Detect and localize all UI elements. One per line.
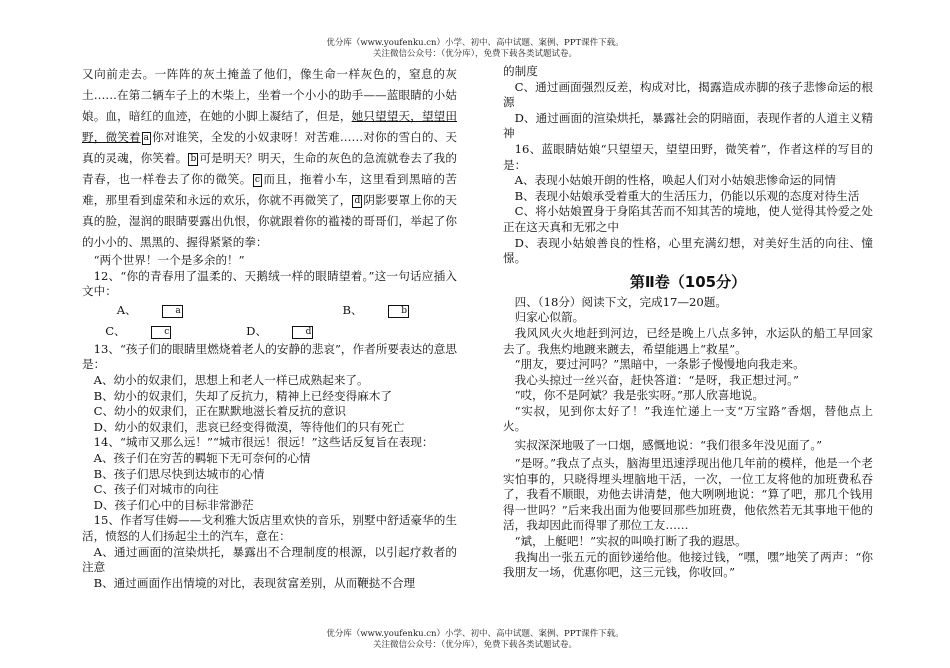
page-header <box>0 38 950 60</box>
question-15: 15、作者写佳姆——戈利雅大饭店里欢快的音乐，别墅中舒适豪华的生活，愤怒的人们扬起尘土的汽车，意在： <box>82 513 457 543</box>
question-13: 13、“孩子们的眼睛里燃烧着老人的安静的悲哀”，作者所要表达的意思是： <box>82 341 457 372</box>
passage-text: 可是明天？明天，生命的灰色的急流就卷去了我的青春，也一样卷去了你的微笑。 <box>82 151 457 186</box>
section-title: 第Ⅱ卷（105分） <box>629 272 747 291</box>
footer-line-1: 优分库（www.youfenku.cn）小学、初中、高中试题、案例、PPT课件下载。 <box>326 629 624 639</box>
story-title: 归家心似箭。 <box>514 310 585 325</box>
story-paragraph: “是呀。”我点了点头，脑海里迅速浮现出他几年前的模样，他是一个老实怕事的，只晓得埋头埋脑地干活，一次，一位工友将他的加班费私吞了，我看不顺眼，劝他去讲清楚，他大咧咧地说：“算了吧，那几个钱用得一世吗？”后来我出面为他要回那些加班费，他依然若无其事地干他的活，我却因此而得罪了那位工友…… <box>503 456 873 533</box>
story-paragraph: 我心头掠过一丝兴奋，赶快答道：“是呀，我正想过河。” <box>514 372 799 387</box>
story-paragraph: 我掏出一张五元的面钞递给他。他接过钱，“嘿，嘿”地笑了两声：“你我朋友一场，优惠你吧，这三元钱，你收回。” <box>503 549 873 580</box>
insertion-marker-c: c <box>254 175 260 185</box>
passage-text: 又向前走去。一阵阵的灰土掩盖了他们，像生命一样灰色的，窒息的灰土……在第二辆车子上的木柴上，坐着一个小小的助手——蓝眼睛的小姑娘。血，暗红的血迹，在她的小脚上凝结了，但是， <box>82 67 457 123</box>
passage-text: 阴影要罩上你的天真的脸，湿润的眼睛要露出仇恨，你就跟着你的褴褛的哥哥们，举起了你的小小的、黑黑的、握得紧紧的拳： <box>82 193 457 249</box>
story-paragraph: “斌，上艇吧！”实叔的叫唤打断了我的遐思。 <box>514 534 747 549</box>
footer-line-2: 关注微信公众号：（优分库），免费下载各类试题试卷。 <box>372 640 577 650</box>
passage-text: 而且，拖着小车，这里看到黑暗的苦难，那里看到虚荣和永远的欢乐，你就不再微笑了， <box>82 172 457 207</box>
question-14-option-c: C、孩子们对城市的向往 <box>93 482 219 497</box>
passage-quote: “两个世界！一个是多余的！” <box>93 253 245 267</box>
passage-paragraph <box>82 64 457 253</box>
question-15-option-b-continued: 的制度 <box>503 64 538 78</box>
question-14-option-a: A、孩子们在穷苦的羁轭下无可奈何的心情 <box>93 450 311 465</box>
insertion-marker-d: d <box>354 196 361 206</box>
header-line-1: 优分库（www.youfenku.cn）小学、初中、高中试题、案例、PPT课件下载。 <box>326 38 624 48</box>
question-16-option-b: B、表现小姑娘承受着重大的生活压力，仍能以乐观的态度对待生活 <box>514 188 860 203</box>
section-4-instruction: 四、（18分）阅读下文，完成17—20题。 <box>514 294 727 309</box>
story-paragraph: “实叔，见到你太好了！”我连忙递上一支“万宝路”香烟，替他点上火。 <box>503 403 873 434</box>
question-16: 16、蓝眼睛姑娘“只望望天，望望田野，微笑着”，作者这样的写目的是： <box>503 141 873 172</box>
question-15-option-a: A、通过画面的渲染烘托，暴露出不合理制度的根源，以引起疗救者的注意 <box>82 544 457 575</box>
question-16-option-a: A、表现小姑娘开朗的性格，唤起人们对小姑娘悲惨命运的同情 <box>514 173 836 188</box>
passage-text: 你对谁笑，全发的小奴隶呀！对苦难……对你的雪白的、天真的灵魂，你笑着。 <box>82 130 457 165</box>
right-column <box>503 64 873 581</box>
header-line-2: 关注微信公众号：（优分库），免费下载各类试题试卷。 <box>372 49 577 59</box>
option-a: A、 a <box>116 302 181 317</box>
question-12: 12、“你的青春用了温柔的、天鹅绒一样的眼睛望着。”这一句话应插入文中： <box>82 268 457 299</box>
question-15-option-b: B、通过画面作出情境的对比，表现贫富差别，从而鞭挞不合理 <box>93 575 416 590</box>
question-13-option-a: A、幼小的奴隶们，思想上和老人一样已成熟起来了。 <box>93 372 369 387</box>
question-14: 14、“城市又那么远！”“城市很远！很远！”这些话反复旨在表现： <box>93 435 434 450</box>
question-14-option-d: D、孩子们心中的目标非常渺茫 <box>93 497 254 512</box>
question-16-option-c: C、将小姑娘置身于身陷其苦而不知其苦的境地，使人觉得其怜爱之处正在这天真和无邪之中 <box>503 204 873 234</box>
question-15-option-d: D、通过画面的渲染烘托，暴露社会的阴暗面，表现作者的人道主义精神 <box>503 110 873 141</box>
question-12-options <box>82 300 457 342</box>
question-16-option-d: D、表现小姑娘善良的性格，心里充满幻想，对美好生活的向往、憧憬。 <box>503 235 873 266</box>
question-13-option-b: B、幼小的奴隶们，失却了反抗力，精神上已经变得麻木了 <box>93 388 392 403</box>
question-13-option-d: D、幼小的奴隶们，悲哀已经变得微漠，等待他们的只有死亡 <box>93 419 405 434</box>
page-footer <box>0 629 950 651</box>
story-paragraph: 实叔深深地吸了一口烟，感慨地说：“我们很多年没见面了。” <box>514 438 823 453</box>
left-column <box>82 64 457 591</box>
option-d: D、 d <box>246 323 312 338</box>
underlined-sentence: 她只望望天，望望田野，微笑着 <box>82 109 457 144</box>
question-13-option-c: C、幼小的奴隶们，正在默默地滋长着反抗的意识 <box>93 404 346 419</box>
insertion-marker-a: a <box>143 133 150 143</box>
insertion-marker-b: b <box>190 154 197 164</box>
story-paragraph: “哎，你不是阿斌？我是张实呀。”那人欣喜地说。 <box>514 388 765 403</box>
option-c: C、 c <box>105 323 170 338</box>
story-paragraph: “朋友，要过河吗？”黑暗中，一条影子慢慢地向我走来。 <box>514 357 805 372</box>
question-15-option-c: C、通过画面强烈反差，构成对比，揭露造成赤脚的孩子悲惨命运的根源 <box>503 79 873 110</box>
story-paragraph: 我风风火火地赶到河边，已经是晚上八点多钟，水运队的船工早回家去了。我焦灼地踱来踱去，希望能遇上“救星”。 <box>503 325 873 356</box>
option-b: B、 b <box>342 302 407 317</box>
question-14-option-b: B、孩子们思尽快到达城市的心情 <box>93 466 265 481</box>
